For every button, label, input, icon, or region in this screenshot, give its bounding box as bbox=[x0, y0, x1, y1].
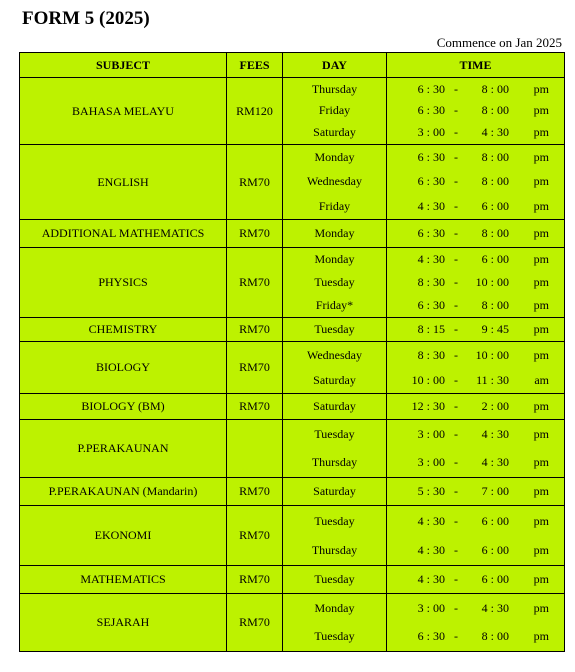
am-pm: pm bbox=[533, 226, 549, 240]
am-pm: pm bbox=[533, 81, 549, 96]
fee-cell: RM70 bbox=[227, 145, 283, 220]
time-cell bbox=[387, 220, 565, 248]
dash: - bbox=[454, 542, 458, 557]
am-pm: am bbox=[534, 372, 549, 387]
end-time: 4 : 30 bbox=[481, 125, 509, 140]
time-range bbox=[387, 484, 564, 499]
am-pm: pm bbox=[533, 125, 549, 140]
dash: - bbox=[454, 322, 458, 336]
fee-cell: RM70 bbox=[227, 394, 283, 420]
subject-cell: ADDITIONAL MATHEMATICS bbox=[20, 220, 227, 248]
am-pm: pm bbox=[533, 601, 549, 615]
am-pm: pm bbox=[533, 174, 549, 189]
start-time: 4 : 30 bbox=[417, 252, 445, 267]
am-pm: pm bbox=[533, 297, 549, 312]
subject-cell: MATHEMATICS bbox=[20, 566, 227, 594]
day-cell-text: Friday bbox=[318, 103, 351, 118]
end-time: 8 : 00 bbox=[481, 297, 509, 312]
day-cell bbox=[283, 78, 387, 145]
day-cell-text: Wednesday bbox=[306, 174, 362, 189]
time-range bbox=[387, 82, 564, 97]
time-cell bbox=[387, 78, 565, 145]
day-cell-text: Thursday bbox=[311, 542, 358, 557]
am-pm: pm bbox=[533, 150, 549, 165]
time-range bbox=[387, 252, 564, 267]
day-cell-text: Monday bbox=[314, 150, 355, 165]
end-time: 11 : 30 bbox=[476, 372, 509, 387]
dash: - bbox=[454, 513, 458, 528]
time-range bbox=[387, 125, 564, 140]
day-cell-text: Saturday bbox=[313, 125, 356, 140]
time-range bbox=[387, 174, 564, 189]
day-cell bbox=[283, 394, 387, 420]
dash: - bbox=[454, 252, 458, 267]
end-time: 6 : 00 bbox=[481, 542, 509, 557]
subject-cell: SEJARAH bbox=[20, 594, 227, 652]
day-cell-text: Saturday bbox=[313, 399, 356, 413]
time-cell bbox=[387, 566, 565, 594]
header-time: TIME bbox=[387, 53, 565, 78]
fee-cell: RM120 bbox=[227, 78, 283, 145]
end-time: 2 : 00 bbox=[481, 399, 509, 413]
day-cell-text: Tuesday bbox=[314, 629, 355, 643]
time-range bbox=[387, 572, 564, 587]
fee-cell: RM70 bbox=[227, 506, 283, 566]
dash: - bbox=[454, 601, 458, 615]
day-cell-text: Tuesday bbox=[314, 322, 355, 336]
day-cell bbox=[283, 594, 387, 652]
time-cell bbox=[387, 342, 565, 394]
am-pm: pm bbox=[533, 427, 549, 441]
subject-cell: EKONOMI bbox=[20, 506, 227, 566]
fee-cell: RM70 bbox=[227, 220, 283, 248]
start-time: 6 : 30 bbox=[417, 103, 445, 118]
start-time: 3 : 00 bbox=[417, 125, 445, 140]
end-time: 8 : 00 bbox=[481, 150, 509, 165]
start-time: 6 : 30 bbox=[417, 226, 445, 240]
subject-cell: BAHASA MELAYU bbox=[20, 78, 227, 145]
time-cell bbox=[387, 145, 565, 220]
time-range bbox=[387, 543, 564, 558]
end-time: 6 : 00 bbox=[481, 513, 509, 528]
start-time: 8 : 15 bbox=[417, 322, 445, 336]
table-row bbox=[20, 594, 565, 652]
am-pm: pm bbox=[533, 198, 549, 213]
end-time: 8 : 00 bbox=[481, 226, 509, 240]
day-cell bbox=[283, 420, 387, 478]
end-time: 6 : 00 bbox=[481, 198, 509, 213]
time-range bbox=[387, 103, 564, 118]
dash: - bbox=[454, 484, 458, 498]
table-row bbox=[20, 566, 565, 594]
subject-cell: CHEMISTRY bbox=[20, 318, 227, 342]
dash: - bbox=[454, 125, 458, 140]
end-time: 4 : 30 bbox=[481, 455, 509, 469]
day-cell bbox=[283, 248, 387, 318]
dash: - bbox=[454, 174, 458, 189]
table-row bbox=[20, 78, 565, 145]
time-range bbox=[387, 298, 564, 313]
day-cell-text: Monday bbox=[314, 601, 355, 615]
start-time: 6 : 30 bbox=[417, 81, 445, 96]
start-time: 3 : 00 bbox=[417, 455, 445, 469]
start-time: 4 : 30 bbox=[417, 542, 445, 557]
dash: - bbox=[454, 226, 458, 240]
day-cell-text: Tuesday bbox=[314, 513, 355, 528]
dash: - bbox=[454, 150, 458, 165]
am-pm: pm bbox=[533, 484, 549, 498]
end-time: 8 : 00 bbox=[481, 103, 509, 118]
time-cell bbox=[387, 420, 565, 478]
end-time: 4 : 30 bbox=[481, 601, 509, 615]
start-time: 3 : 00 bbox=[417, 427, 445, 441]
commence-note: Commence on Jan 2025 bbox=[436, 35, 562, 50]
time-range bbox=[387, 322, 564, 337]
am-pm: pm bbox=[533, 542, 549, 557]
am-pm: pm bbox=[533, 572, 549, 586]
table-row bbox=[20, 394, 565, 420]
header-row bbox=[20, 53, 565, 78]
time-cell bbox=[387, 394, 565, 420]
am-pm: pm bbox=[533, 347, 549, 362]
time-range bbox=[387, 629, 564, 644]
time-range bbox=[387, 348, 564, 363]
dash: - bbox=[454, 372, 458, 387]
start-time: 6 : 30 bbox=[417, 629, 445, 643]
table-row bbox=[20, 478, 565, 506]
start-time: 5 : 30 bbox=[417, 484, 445, 498]
day-cell-text: Friday bbox=[318, 198, 351, 213]
day-cell bbox=[283, 318, 387, 342]
start-time: 6 : 30 bbox=[417, 174, 445, 189]
table-row bbox=[20, 318, 565, 342]
table-row bbox=[20, 145, 565, 220]
dash: - bbox=[454, 427, 458, 441]
subject-cell: ENGLISH bbox=[20, 145, 227, 220]
end-time: 9 : 45 bbox=[481, 322, 509, 336]
dash: - bbox=[454, 572, 458, 586]
dash: - bbox=[454, 274, 458, 289]
subject-cell: BIOLOGY bbox=[20, 342, 227, 394]
time-range bbox=[387, 601, 564, 616]
day-cell bbox=[283, 220, 387, 248]
time-range bbox=[387, 514, 564, 529]
day-cell bbox=[283, 478, 387, 506]
start-time: 3 : 00 bbox=[417, 601, 445, 615]
dash: - bbox=[454, 81, 458, 96]
time-range bbox=[387, 427, 564, 442]
time-cell bbox=[387, 318, 565, 342]
fee-cell bbox=[227, 420, 283, 478]
end-time: 7 : 00 bbox=[481, 484, 509, 498]
subject-cell: P.PERAKAUNAN (Mandarin) bbox=[20, 478, 227, 506]
day-cell bbox=[283, 506, 387, 566]
fee-cell: RM70 bbox=[227, 566, 283, 594]
am-pm: pm bbox=[533, 322, 549, 336]
start-time: 8 : 30 bbox=[417, 274, 445, 289]
am-pm: pm bbox=[533, 274, 549, 289]
time-range bbox=[387, 199, 564, 214]
schedule-table bbox=[19, 52, 565, 652]
start-time: 6 : 30 bbox=[417, 150, 445, 165]
time-cell bbox=[387, 506, 565, 566]
end-time: 6 : 00 bbox=[481, 572, 509, 586]
day-cell bbox=[283, 342, 387, 394]
day-cell-text: Saturday bbox=[313, 484, 356, 498]
time-range bbox=[387, 226, 564, 241]
time-range bbox=[387, 150, 564, 165]
schedule-body bbox=[20, 78, 565, 652]
time-cell bbox=[387, 478, 565, 506]
am-pm: pm bbox=[533, 455, 549, 469]
am-pm: pm bbox=[533, 399, 549, 413]
time-range bbox=[387, 399, 564, 414]
dash: - bbox=[454, 297, 458, 312]
table-row bbox=[20, 220, 565, 248]
start-time: 12 : 30 bbox=[411, 399, 445, 413]
dash: - bbox=[454, 347, 458, 362]
end-time: 8 : 00 bbox=[481, 629, 509, 643]
day-cell-text: Thursday bbox=[311, 81, 358, 96]
dash: - bbox=[454, 455, 458, 469]
day-cell-text: Wednesday bbox=[306, 347, 362, 362]
day-cell-text: Monday bbox=[314, 252, 355, 267]
end-time: 6 : 00 bbox=[481, 252, 509, 267]
day-cell-text: Tuesday bbox=[314, 572, 355, 586]
fee-cell: RM70 bbox=[227, 478, 283, 506]
am-pm: pm bbox=[533, 252, 549, 267]
am-pm: pm bbox=[533, 513, 549, 528]
start-time: 4 : 30 bbox=[417, 572, 445, 586]
time-cell bbox=[387, 594, 565, 652]
start-time: 8 : 30 bbox=[417, 347, 445, 362]
header-subject: SUBJECT bbox=[20, 53, 227, 78]
time-range bbox=[387, 455, 564, 470]
end-time: 8 : 00 bbox=[481, 174, 509, 189]
end-time: 4 : 30 bbox=[481, 427, 509, 441]
time-range bbox=[387, 373, 564, 388]
day-cell-text: Friday* bbox=[315, 297, 354, 312]
subject-cell: P.PERAKAUNAN bbox=[20, 420, 227, 478]
day-cell bbox=[283, 145, 387, 220]
end-time: 10 : 00 bbox=[475, 347, 509, 362]
dash: - bbox=[454, 198, 458, 213]
am-pm: pm bbox=[533, 629, 549, 643]
table-row bbox=[20, 342, 565, 394]
table-row bbox=[20, 506, 565, 566]
am-pm: pm bbox=[533, 103, 549, 118]
day-cell-text: Tuesday bbox=[314, 427, 355, 441]
header-day: DAY bbox=[283, 53, 387, 78]
day-cell-text: Saturday bbox=[313, 372, 356, 387]
time-range bbox=[387, 275, 564, 290]
fee-cell: RM70 bbox=[227, 594, 283, 652]
end-time: 10 : 00 bbox=[475, 274, 509, 289]
day-cell-text: Tuesday bbox=[314, 274, 355, 289]
fee-cell: RM70 bbox=[227, 248, 283, 318]
table-row bbox=[20, 248, 565, 318]
start-time: 4 : 30 bbox=[417, 198, 445, 213]
start-time: 6 : 30 bbox=[417, 297, 445, 312]
time-cell bbox=[387, 248, 565, 318]
subject-cell: PHYSICS bbox=[20, 248, 227, 318]
start-time: 4 : 30 bbox=[417, 513, 445, 528]
fee-cell: RM70 bbox=[227, 342, 283, 394]
header-fees: FEES bbox=[227, 53, 283, 78]
page-title: FORM 5 (2025) bbox=[22, 8, 150, 29]
end-time: 8 : 00 bbox=[481, 81, 509, 96]
day-cell-text: Monday bbox=[314, 226, 355, 240]
subject-cell: BIOLOGY (BM) bbox=[20, 394, 227, 420]
dash: - bbox=[454, 629, 458, 643]
start-time: 10 : 00 bbox=[411, 372, 445, 387]
table-row bbox=[20, 420, 565, 478]
fee-cell: RM70 bbox=[227, 318, 283, 342]
dash: - bbox=[454, 399, 458, 413]
day-cell-text: Thursday bbox=[311, 455, 358, 469]
day-cell bbox=[283, 566, 387, 594]
dash: - bbox=[454, 103, 458, 118]
